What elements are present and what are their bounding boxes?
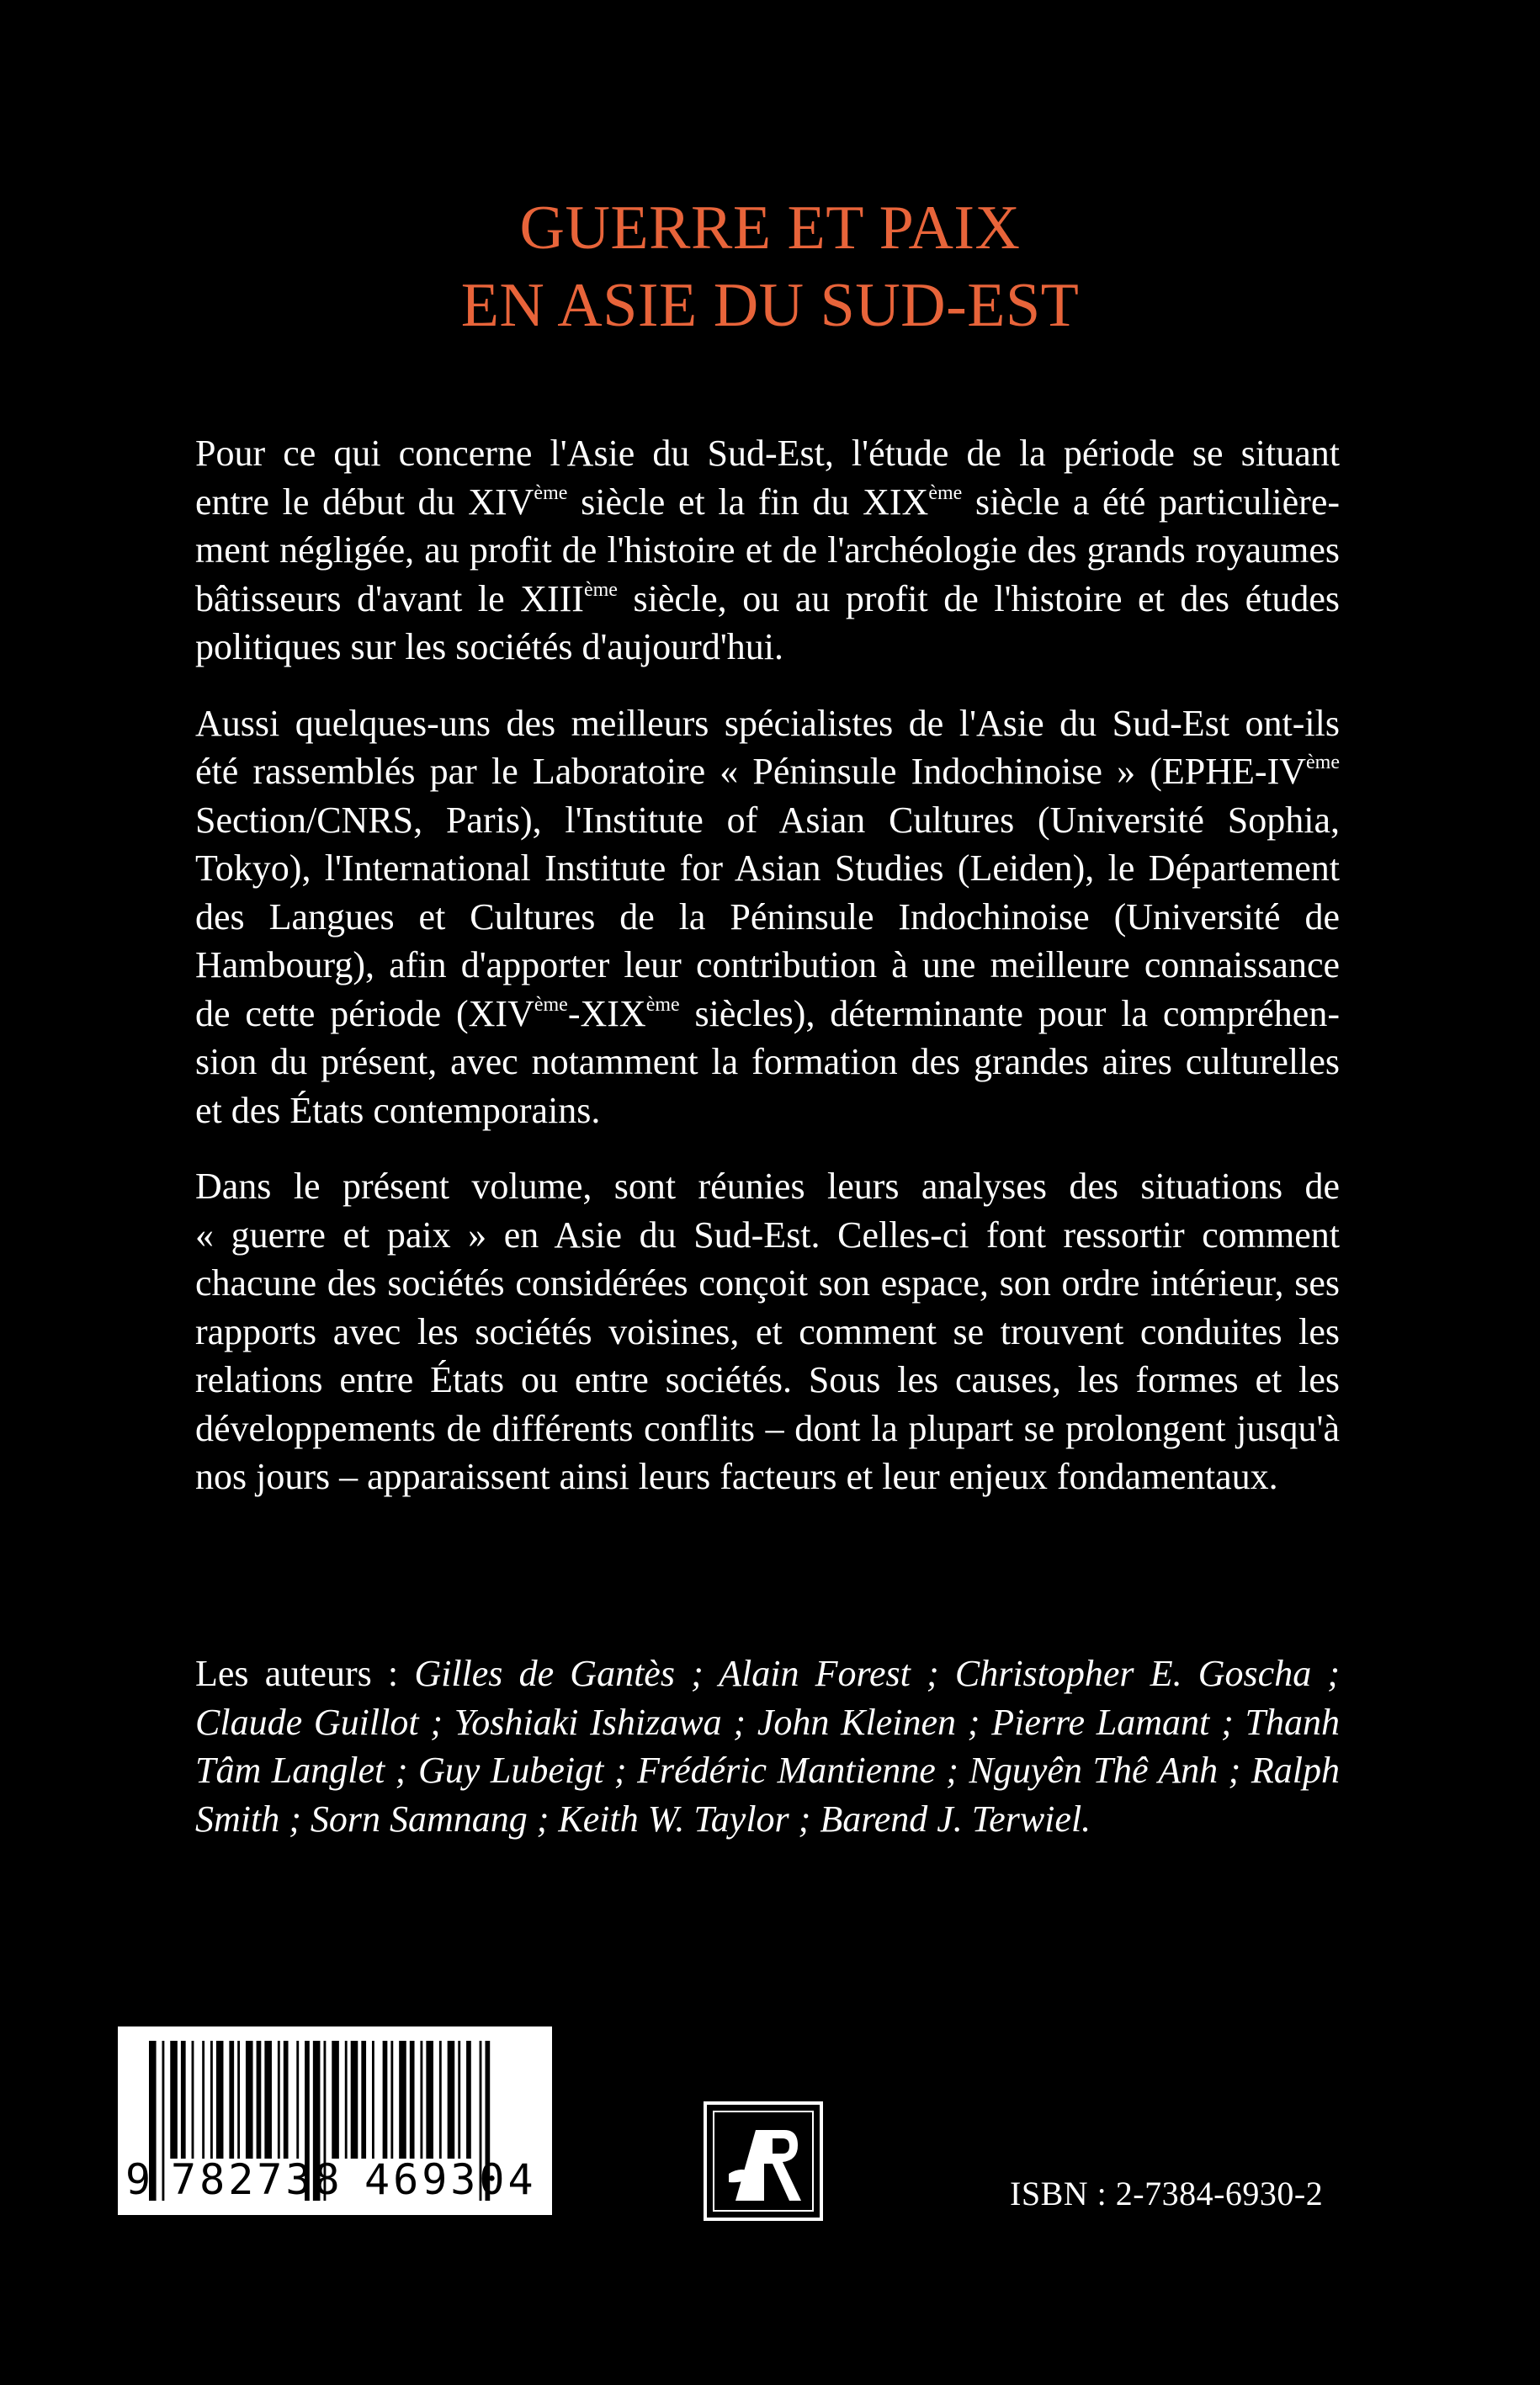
barcode-bar — [420, 2041, 422, 2159]
p2-line-2: été rassemblés par le Laboratoire « Péninsule Indochinoise » (EPHE-IVème — [195, 751, 1340, 792]
barcode-first-digit: 9 — [125, 2155, 151, 2204]
authors-line-1: Les auteurs : Gilles de Gantès ; Alain Forest ; Christopher E. Goscha ; — [195, 1653, 1341, 1694]
barcode-bar — [278, 2041, 280, 2159]
barcode — [118, 2026, 552, 2215]
p1-line-5: politiques sur les sociétés d'aujourd'hui. — [195, 626, 783, 667]
p2-line-4: Tokyo), l'International Institute for Asian Studies (Leiden), le Département — [195, 847, 1340, 889]
barcode-bar — [383, 2041, 388, 2159]
authors-line-3: Tâm Langlet ; Guy Lubeigt ; Frédéric Mantienne ; Nguyên Thê Anh ; Ralph — [195, 1750, 1340, 1791]
title-line-2: EN ASIE DU SUD-EST — [460, 271, 1080, 340]
barcode-bar — [246, 2041, 253, 2159]
barcode-digits — [120, 2155, 550, 2206]
barcode-bar — [181, 2041, 186, 2159]
title-line-1: GUERRE ET PAIX — [519, 194, 1021, 263]
p3-line-4: rapports avec les sociétés voisines, et comment se trouvent conduites les — [195, 1310, 1340, 1352]
authors-line-4: Smith ; Sorn Samnang ; Keith W. Taylor ; Barend J. Terwiel. — [195, 1798, 1091, 1840]
barcode-bar — [192, 2041, 194, 2159]
barcode-bar — [372, 2041, 374, 2159]
p1-line-1: Pour ce qui concerne l'Asie du Sud-Est, l'étude de la période se situant — [195, 433, 1340, 474]
p1-line-3: ment négligée, au profit de l'histoire et de l'archéologie des grands royaumes — [195, 529, 1340, 571]
barcode-bar — [345, 2041, 348, 2159]
p1-line-2: entre le début du XIVème siècle et la fin du XIXème siècle a été particulière- — [195, 481, 1341, 523]
paragraph-3 — [195, 1162, 1340, 1501]
authors-list — [195, 1649, 1340, 1843]
p2-line-8: sion du présent, avec notamment la formation des grandes aires culturelles — [195, 1041, 1340, 1082]
barcode-group-2: 469304 — [364, 2155, 537, 2204]
barcode-bar — [264, 2041, 272, 2159]
p3-line-2: « guerre et paix » en Asie du Sud-Est. Celles-ci font ressortir comment — [195, 1214, 1340, 1256]
barcode-bar — [466, 2041, 471, 2159]
p3-line-5: relations entre États ou entre sociétés. Sous les causes, les formes et les — [195, 1359, 1340, 1400]
p3-line-7: nos jours – apparaissent ainsi leurs facteurs et leur enjeux fondamentaux. — [195, 1456, 1278, 1497]
p2-line-5: des Langues et Cultures de la Péninsule Indochinoise (Université de — [195, 895, 1340, 938]
barcode-bar — [284, 2041, 289, 2159]
barcode-bar — [296, 2041, 299, 2159]
p1-line-4: bâtisseurs d'avant le XIIIème siècle, ou au profit de l'histoire et des études — [195, 577, 1340, 619]
barcode-bar — [410, 2041, 415, 2159]
p2-line-7: de cette période (XIVème-XIXème siècles), déterminante pour la compréhen- — [195, 992, 1340, 1034]
paragraph-1 — [195, 429, 1340, 672]
isbn: ISBN : 2-7384-6930-2 — [1010, 2175, 1324, 2212]
barcode-bar — [229, 2041, 234, 2159]
barcode-bar — [426, 2041, 433, 2159]
barcode-bar — [216, 2041, 224, 2159]
barcode-bar — [399, 2041, 406, 2159]
barcode-bar — [170, 2041, 178, 2159]
barcode-bar — [361, 2041, 366, 2159]
barcode-bar — [448, 2041, 455, 2159]
barcode-bar — [351, 2041, 358, 2159]
p2-line-9: et des États contemporains. — [195, 1089, 601, 1131]
barcode-bar — [210, 2041, 213, 2159]
authors-label: Les auteurs : — [195, 1653, 415, 1694]
barcode-bar — [439, 2041, 442, 2159]
p3-line-1: Dans le présent volume, sont réunies leurs analyses des situations de — [195, 1166, 1340, 1207]
barcode-bar — [390, 2041, 393, 2159]
barcode-bar — [458, 2041, 460, 2159]
barcode-bar — [237, 2041, 240, 2159]
barcode-bar — [257, 2041, 262, 2159]
book-title — [0, 189, 1540, 344]
paragraph-2 — [195, 699, 1340, 1135]
barcode-group-1: 782738 — [171, 2155, 343, 2204]
blurb — [195, 429, 1340, 1529]
harmattan-logo-icon — [704, 2101, 823, 2221]
barcode-bar — [202, 2041, 204, 2159]
p3-line-6: développements de différents conflits – dont la plupart se prolongent jusqu'à — [195, 1407, 1340, 1449]
barcode-bar — [332, 2041, 339, 2159]
p3-line-3: chacune des sociétés considérées conçoit son espace, son ordre intérieur, ses — [195, 1262, 1340, 1304]
p2-line-1: Aussi quelques-uns des meilleurs spécialistes de l'Asie du Sud-Est ont-ils — [195, 702, 1340, 744]
authors-line-2: Claude Guillot ; Yoshiaki Ishizawa ; John Kleinen ; Pierre Lamant ; Thanh — [195, 1701, 1340, 1743]
p2-line-6: Hambourg), afin d'apporter leur contribution à une meilleure connaissance — [195, 944, 1340, 985]
p2-line-3: Section/CNRS, Paris), l'Institute of Asian Cultures (Université Sophia, — [195, 799, 1340, 841]
